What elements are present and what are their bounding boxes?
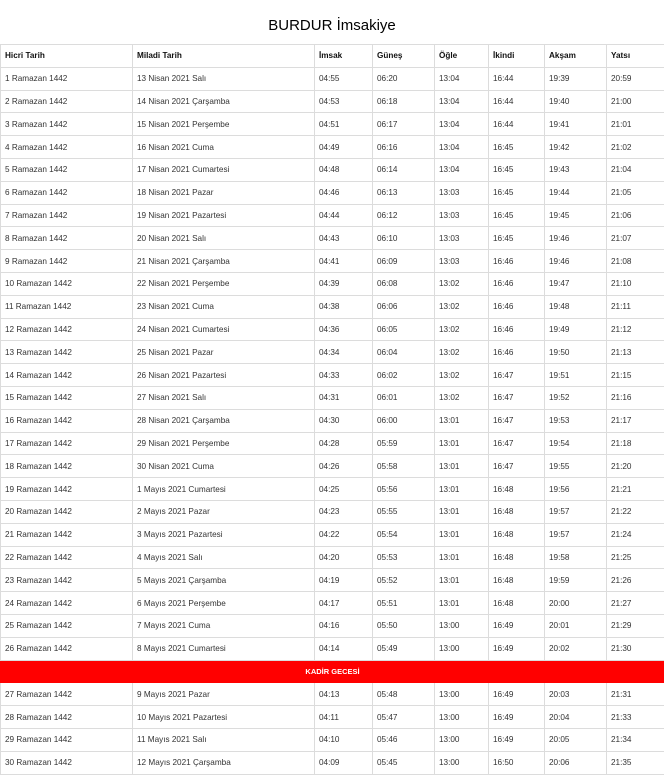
cell-gunes: 05:50 [373, 614, 435, 637]
cell-imsak: 04:39 [315, 272, 373, 295]
cell-yatsi: 21:20 [607, 455, 664, 478]
cell-gunes: 05:51 [373, 592, 435, 615]
cell-miladi-tarih: 2 Mayıs 2021 Pazar [133, 500, 315, 523]
cell-gunes: 05:46 [373, 728, 435, 751]
cell-hicri-tarih: 10 Ramazan 1442 [1, 272, 133, 295]
table-row [1, 478, 664, 501]
cell-yatsi: 21:06 [607, 204, 664, 227]
cell-imsak: 04:49 [315, 136, 373, 159]
cell-aksam: 19:50 [545, 341, 607, 364]
cell-gunes: 06:12 [373, 204, 435, 227]
cell-gunes: 05:59 [373, 432, 435, 455]
cell-aksam: 19:48 [545, 295, 607, 318]
cell-ogle: 13:04 [435, 158, 489, 181]
cell-ogle: 13:01 [435, 478, 489, 501]
cell-aksam: 20:05 [545, 728, 607, 751]
cell-miladi-tarih: 24 Nisan 2021 Cumartesi [133, 318, 315, 341]
cell-yatsi: 21:26 [607, 569, 664, 592]
cell-yatsi: 21:07 [607, 227, 664, 250]
cell-gunes: 06:06 [373, 295, 435, 318]
cell-ikindi: 16:48 [489, 523, 545, 546]
cell-aksam: 20:01 [545, 614, 607, 637]
cell-yatsi: 21:30 [607, 637, 664, 660]
cell-miladi-tarih: 9 Mayıs 2021 Pazar [133, 683, 315, 706]
cell-miladi-tarih: 29 Nisan 2021 Perşembe [133, 432, 315, 455]
cell-hicri-tarih: 24 Ramazan 1442 [1, 592, 133, 615]
cell-miladi-tarih: 5 Mayıs 2021 Çarşamba [133, 569, 315, 592]
cell-ikindi: 16:45 [489, 204, 545, 227]
cell-gunes: 05:47 [373, 706, 435, 729]
cell-yatsi: 21:16 [607, 386, 664, 409]
cell-hicri-tarih: 21 Ramazan 1442 [1, 523, 133, 546]
cell-hicri-tarih: 20 Ramazan 1442 [1, 500, 133, 523]
cell-aksam: 19:40 [545, 90, 607, 113]
table-row [1, 614, 664, 637]
cell-imsak: 04:11 [315, 706, 373, 729]
cell-ikindi: 16:48 [489, 478, 545, 501]
cell-gunes: 06:13 [373, 181, 435, 204]
cell-hicri-tarih: 18 Ramazan 1442 [1, 455, 133, 478]
cell-imsak: 04:34 [315, 341, 373, 364]
cell-ogle: 13:00 [435, 637, 489, 660]
cell-ogle: 13:02 [435, 295, 489, 318]
table-row [1, 728, 664, 751]
cell-ikindi: 16:50 [489, 751, 545, 774]
cell-miladi-tarih: 22 Nisan 2021 Perşembe [133, 272, 315, 295]
cell-ogle: 13:02 [435, 318, 489, 341]
cell-gunes: 06:09 [373, 250, 435, 273]
table-row [1, 751, 664, 774]
cell-yatsi: 21:18 [607, 432, 664, 455]
table-row [1, 158, 664, 181]
cell-imsak: 04:44 [315, 204, 373, 227]
cell-gunes: 06:16 [373, 136, 435, 159]
cell-hicri-tarih: 12 Ramazan 1442 [1, 318, 133, 341]
table-row [1, 432, 664, 455]
cell-ogle: 13:02 [435, 386, 489, 409]
cell-aksam: 19:39 [545, 67, 607, 90]
cell-ogle: 13:02 [435, 341, 489, 364]
cell-hicri-tarih: 15 Ramazan 1442 [1, 386, 133, 409]
cell-miladi-tarih: 21 Nisan 2021 Çarşamba [133, 250, 315, 273]
cell-hicri-tarih: 6 Ramazan 1442 [1, 181, 133, 204]
table-row [1, 113, 664, 136]
cell-yatsi: 21:33 [607, 706, 664, 729]
cell-imsak: 04:14 [315, 637, 373, 660]
table-row [1, 386, 664, 409]
cell-imsak: 04:48 [315, 158, 373, 181]
cell-imsak: 04:46 [315, 181, 373, 204]
cell-imsak: 04:09 [315, 751, 373, 774]
cell-ikindi: 16:47 [489, 432, 545, 455]
cell-ikindi: 16:49 [489, 683, 545, 706]
cell-ogle: 13:01 [435, 592, 489, 615]
cell-ogle: 13:00 [435, 706, 489, 729]
cell-hicri-tarih: 8 Ramazan 1442 [1, 227, 133, 250]
cell-ogle: 13:01 [435, 523, 489, 546]
cell-miladi-tarih: 20 Nisan 2021 Salı [133, 227, 315, 250]
cell-hicri-tarih: 19 Ramazan 1442 [1, 478, 133, 501]
cell-miladi-tarih: 11 Mayıs 2021 Salı [133, 728, 315, 751]
cell-ogle: 13:00 [435, 751, 489, 774]
cell-hicri-tarih: 27 Ramazan 1442 [1, 683, 133, 706]
cell-yatsi: 21:05 [607, 181, 664, 204]
table-row [1, 409, 664, 432]
cell-miladi-tarih: 28 Nisan 2021 Çarşamba [133, 409, 315, 432]
kadir-gecesi-label: KADİR GECESİ [1, 660, 664, 683]
cell-ikindi: 16:47 [489, 455, 545, 478]
cell-aksam: 19:55 [545, 455, 607, 478]
cell-hicri-tarih: 26 Ramazan 1442 [1, 637, 133, 660]
cell-yatsi: 21:08 [607, 250, 664, 273]
cell-ikindi: 16:49 [489, 706, 545, 729]
cell-gunes: 05:45 [373, 751, 435, 774]
table-row [1, 341, 664, 364]
table-row [1, 569, 664, 592]
cell-ogle: 13:00 [435, 728, 489, 751]
cell-gunes: 06:17 [373, 113, 435, 136]
cell-ikindi: 16:45 [489, 158, 545, 181]
cell-gunes: 06:18 [373, 90, 435, 113]
header-ikindi: İkindi [489, 45, 545, 68]
cell-miladi-tarih: 6 Mayıs 2021 Perşembe [133, 592, 315, 615]
table-row [1, 295, 664, 318]
cell-gunes: 06:00 [373, 409, 435, 432]
header-hicri-tarih: Hicri Tarih [1, 45, 133, 68]
cell-yatsi: 21:35 [607, 751, 664, 774]
cell-gunes: 06:02 [373, 364, 435, 387]
cell-imsak: 04:20 [315, 546, 373, 569]
cell-gunes: 06:01 [373, 386, 435, 409]
table-row [1, 272, 664, 295]
cell-yatsi: 21:25 [607, 546, 664, 569]
cell-ikindi: 16:48 [489, 500, 545, 523]
table-row [1, 455, 664, 478]
cell-imsak: 04:25 [315, 478, 373, 501]
cell-yatsi: 21:31 [607, 683, 664, 706]
cell-miladi-tarih: 14 Nisan 2021 Çarşamba [133, 90, 315, 113]
cell-miladi-tarih: 12 Mayıs 2021 Çarşamba [133, 751, 315, 774]
cell-gunes: 06:05 [373, 318, 435, 341]
cell-ogle: 13:02 [435, 272, 489, 295]
cell-hicri-tarih: 28 Ramazan 1442 [1, 706, 133, 729]
cell-aksam: 19:42 [545, 136, 607, 159]
cell-hicri-tarih: 4 Ramazan 1442 [1, 136, 133, 159]
cell-aksam: 19:46 [545, 250, 607, 273]
cell-imsak: 04:33 [315, 364, 373, 387]
cell-ikindi: 16:45 [489, 136, 545, 159]
cell-yatsi: 21:27 [607, 592, 664, 615]
cell-ogle: 13:01 [435, 409, 489, 432]
cell-imsak: 04:55 [315, 67, 373, 90]
table-row [1, 592, 664, 615]
cell-ikindi: 16:46 [489, 250, 545, 273]
cell-miladi-tarih: 17 Nisan 2021 Cumartesi [133, 158, 315, 181]
cell-hicri-tarih: 22 Ramazan 1442 [1, 546, 133, 569]
cell-imsak: 04:22 [315, 523, 373, 546]
table-row [1, 227, 664, 250]
table-row [1, 250, 664, 273]
cell-aksam: 20:04 [545, 706, 607, 729]
cell-aksam: 19:58 [545, 546, 607, 569]
cell-miladi-tarih: 19 Nisan 2021 Pazartesi [133, 204, 315, 227]
header-aksam: Akşam [545, 45, 607, 68]
cell-gunes: 05:55 [373, 500, 435, 523]
cell-aksam: 19:54 [545, 432, 607, 455]
cell-ikindi: 16:44 [489, 113, 545, 136]
cell-ikindi: 16:49 [489, 637, 545, 660]
cell-imsak: 04:16 [315, 614, 373, 637]
table-row [1, 546, 664, 569]
cell-hicri-tarih: 2 Ramazan 1442 [1, 90, 133, 113]
cell-ogle: 13:01 [435, 432, 489, 455]
cell-miladi-tarih: 25 Nisan 2021 Pazar [133, 341, 315, 364]
cell-yatsi: 21:12 [607, 318, 664, 341]
cell-ikindi: 16:45 [489, 227, 545, 250]
cell-hicri-tarih: 13 Ramazan 1442 [1, 341, 133, 364]
cell-aksam: 19:57 [545, 500, 607, 523]
cell-aksam: 19:41 [545, 113, 607, 136]
cell-yatsi: 20:59 [607, 67, 664, 90]
imsakiye-table [0, 44, 664, 775]
cell-imsak: 04:26 [315, 455, 373, 478]
cell-imsak: 04:19 [315, 569, 373, 592]
cell-ogle: 13:00 [435, 683, 489, 706]
cell-hicri-tarih: 17 Ramazan 1442 [1, 432, 133, 455]
cell-hicri-tarih: 7 Ramazan 1442 [1, 204, 133, 227]
cell-ikindi: 16:44 [489, 90, 545, 113]
cell-imsak: 04:28 [315, 432, 373, 455]
page-title: BURDUR İmsakiye [0, 0, 664, 44]
cell-ikindi: 16:44 [489, 67, 545, 90]
cell-ikindi: 16:48 [489, 546, 545, 569]
cell-ikindi: 16:46 [489, 341, 545, 364]
cell-ikindi: 16:46 [489, 318, 545, 341]
cell-ogle: 13:03 [435, 227, 489, 250]
cell-ikindi: 16:47 [489, 386, 545, 409]
cell-gunes: 05:58 [373, 455, 435, 478]
cell-imsak: 04:17 [315, 592, 373, 615]
cell-yatsi: 21:22 [607, 500, 664, 523]
cell-miladi-tarih: 10 Mayıs 2021 Pazartesi [133, 706, 315, 729]
header-miladi-tarih: Miladi Tarih [133, 45, 315, 68]
cell-imsak: 04:43 [315, 227, 373, 250]
cell-aksam: 19:44 [545, 181, 607, 204]
cell-hicri-tarih: 5 Ramazan 1442 [1, 158, 133, 181]
cell-hicri-tarih: 11 Ramazan 1442 [1, 295, 133, 318]
cell-aksam: 19:45 [545, 204, 607, 227]
cell-ikindi: 16:47 [489, 364, 545, 387]
cell-yatsi: 21:04 [607, 158, 664, 181]
table-row [1, 136, 664, 159]
cell-aksam: 19:53 [545, 409, 607, 432]
header-yatsi: Yatsı [607, 45, 664, 68]
cell-aksam: 19:59 [545, 569, 607, 592]
table-body [1, 67, 664, 774]
cell-yatsi: 21:02 [607, 136, 664, 159]
cell-hicri-tarih: 9 Ramazan 1442 [1, 250, 133, 273]
cell-miladi-tarih: 16 Nisan 2021 Cuma [133, 136, 315, 159]
cell-ogle: 13:01 [435, 546, 489, 569]
cell-miladi-tarih: 23 Nisan 2021 Cuma [133, 295, 315, 318]
cell-yatsi: 21:24 [607, 523, 664, 546]
cell-miladi-tarih: 4 Mayıs 2021 Salı [133, 546, 315, 569]
cell-ogle: 13:01 [435, 569, 489, 592]
cell-yatsi: 21:13 [607, 341, 664, 364]
table-header-row [1, 45, 664, 68]
cell-imsak: 04:31 [315, 386, 373, 409]
cell-aksam: 20:03 [545, 683, 607, 706]
cell-imsak: 04:36 [315, 318, 373, 341]
cell-aksam: 19:49 [545, 318, 607, 341]
cell-ikindi: 16:46 [489, 272, 545, 295]
cell-gunes: 05:52 [373, 569, 435, 592]
cell-ikindi: 16:48 [489, 569, 545, 592]
cell-hicri-tarih: 25 Ramazan 1442 [1, 614, 133, 637]
cell-gunes: 05:56 [373, 478, 435, 501]
cell-ogle: 13:01 [435, 455, 489, 478]
table-row [1, 67, 664, 90]
cell-gunes: 05:48 [373, 683, 435, 706]
cell-gunes: 06:10 [373, 227, 435, 250]
cell-yatsi: 21:00 [607, 90, 664, 113]
cell-ikindi: 16:49 [489, 614, 545, 637]
cell-miladi-tarih: 8 Mayıs 2021 Cumartesi [133, 637, 315, 660]
cell-imsak: 04:51 [315, 113, 373, 136]
cell-aksam: 20:06 [545, 751, 607, 774]
cell-imsak: 04:38 [315, 295, 373, 318]
cell-yatsi: 21:15 [607, 364, 664, 387]
cell-ogle: 13:04 [435, 113, 489, 136]
cell-aksam: 20:00 [545, 592, 607, 615]
cell-imsak: 04:10 [315, 728, 373, 751]
cell-miladi-tarih: 7 Mayıs 2021 Cuma [133, 614, 315, 637]
cell-aksam: 19:57 [545, 523, 607, 546]
cell-gunes: 06:08 [373, 272, 435, 295]
cell-miladi-tarih: 26 Nisan 2021 Pazartesi [133, 364, 315, 387]
header-gunes: Güneş [373, 45, 435, 68]
cell-hicri-tarih: 3 Ramazan 1442 [1, 113, 133, 136]
cell-yatsi: 21:29 [607, 614, 664, 637]
cell-imsak: 04:41 [315, 250, 373, 273]
cell-yatsi: 21:17 [607, 409, 664, 432]
table-row [1, 181, 664, 204]
cell-hicri-tarih: 23 Ramazan 1442 [1, 569, 133, 592]
cell-ikindi: 16:47 [489, 409, 545, 432]
cell-ikindi: 16:45 [489, 181, 545, 204]
cell-hicri-tarih: 30 Ramazan 1442 [1, 751, 133, 774]
cell-yatsi: 21:10 [607, 272, 664, 295]
table-row [1, 318, 664, 341]
cell-miladi-tarih: 1 Mayıs 2021 Cumartesi [133, 478, 315, 501]
cell-ogle: 13:04 [435, 90, 489, 113]
cell-aksam: 19:52 [545, 386, 607, 409]
cell-hicri-tarih: 14 Ramazan 1442 [1, 364, 133, 387]
cell-yatsi: 21:34 [607, 728, 664, 751]
cell-hicri-tarih: 16 Ramazan 1442 [1, 409, 133, 432]
cell-hicri-tarih: 1 Ramazan 1442 [1, 67, 133, 90]
table-row [1, 204, 664, 227]
table-row [1, 523, 664, 546]
cell-miladi-tarih: 3 Mayıs 2021 Pazartesi [133, 523, 315, 546]
cell-ogle: 13:00 [435, 614, 489, 637]
table-row [1, 683, 664, 706]
cell-ogle: 13:03 [435, 204, 489, 227]
cell-miladi-tarih: 27 Nisan 2021 Salı [133, 386, 315, 409]
header-ogle: Öğle [435, 45, 489, 68]
table-row [1, 706, 664, 729]
cell-imsak: 04:30 [315, 409, 373, 432]
cell-ogle: 13:04 [435, 67, 489, 90]
cell-yatsi: 21:01 [607, 113, 664, 136]
cell-ogle: 13:02 [435, 364, 489, 387]
cell-miladi-tarih: 15 Nisan 2021 Perşembe [133, 113, 315, 136]
cell-ogle: 13:01 [435, 500, 489, 523]
cell-miladi-tarih: 13 Nisan 2021 Salı [133, 67, 315, 90]
cell-ogle: 13:03 [435, 181, 489, 204]
table-row [1, 90, 664, 113]
cell-aksam: 19:56 [545, 478, 607, 501]
cell-gunes: 06:04 [373, 341, 435, 364]
table-row [1, 364, 664, 387]
cell-gunes: 05:49 [373, 637, 435, 660]
cell-gunes: 05:54 [373, 523, 435, 546]
cell-imsak: 04:23 [315, 500, 373, 523]
cell-aksam: 19:47 [545, 272, 607, 295]
cell-yatsi: 21:21 [607, 478, 664, 501]
cell-gunes: 05:53 [373, 546, 435, 569]
table-row [1, 500, 664, 523]
cell-imsak: 04:53 [315, 90, 373, 113]
cell-miladi-tarih: 30 Nisan 2021 Cuma [133, 455, 315, 478]
cell-aksam: 19:51 [545, 364, 607, 387]
cell-ogle: 13:04 [435, 136, 489, 159]
kadir-gecesi-row [1, 660, 664, 683]
table-row [1, 637, 664, 660]
cell-hicri-tarih: 29 Ramazan 1442 [1, 728, 133, 751]
cell-imsak: 04:13 [315, 683, 373, 706]
header-imsak: İmsak [315, 45, 373, 68]
cell-gunes: 06:20 [373, 67, 435, 90]
cell-gunes: 06:14 [373, 158, 435, 181]
cell-aksam: 20:02 [545, 637, 607, 660]
cell-miladi-tarih: 18 Nisan 2021 Pazar [133, 181, 315, 204]
cell-ikindi: 16:49 [489, 728, 545, 751]
cell-yatsi: 21:11 [607, 295, 664, 318]
cell-aksam: 19:43 [545, 158, 607, 181]
cell-ikindi: 16:46 [489, 295, 545, 318]
cell-aksam: 19:46 [545, 227, 607, 250]
cell-ogle: 13:03 [435, 250, 489, 273]
cell-ikindi: 16:48 [489, 592, 545, 615]
